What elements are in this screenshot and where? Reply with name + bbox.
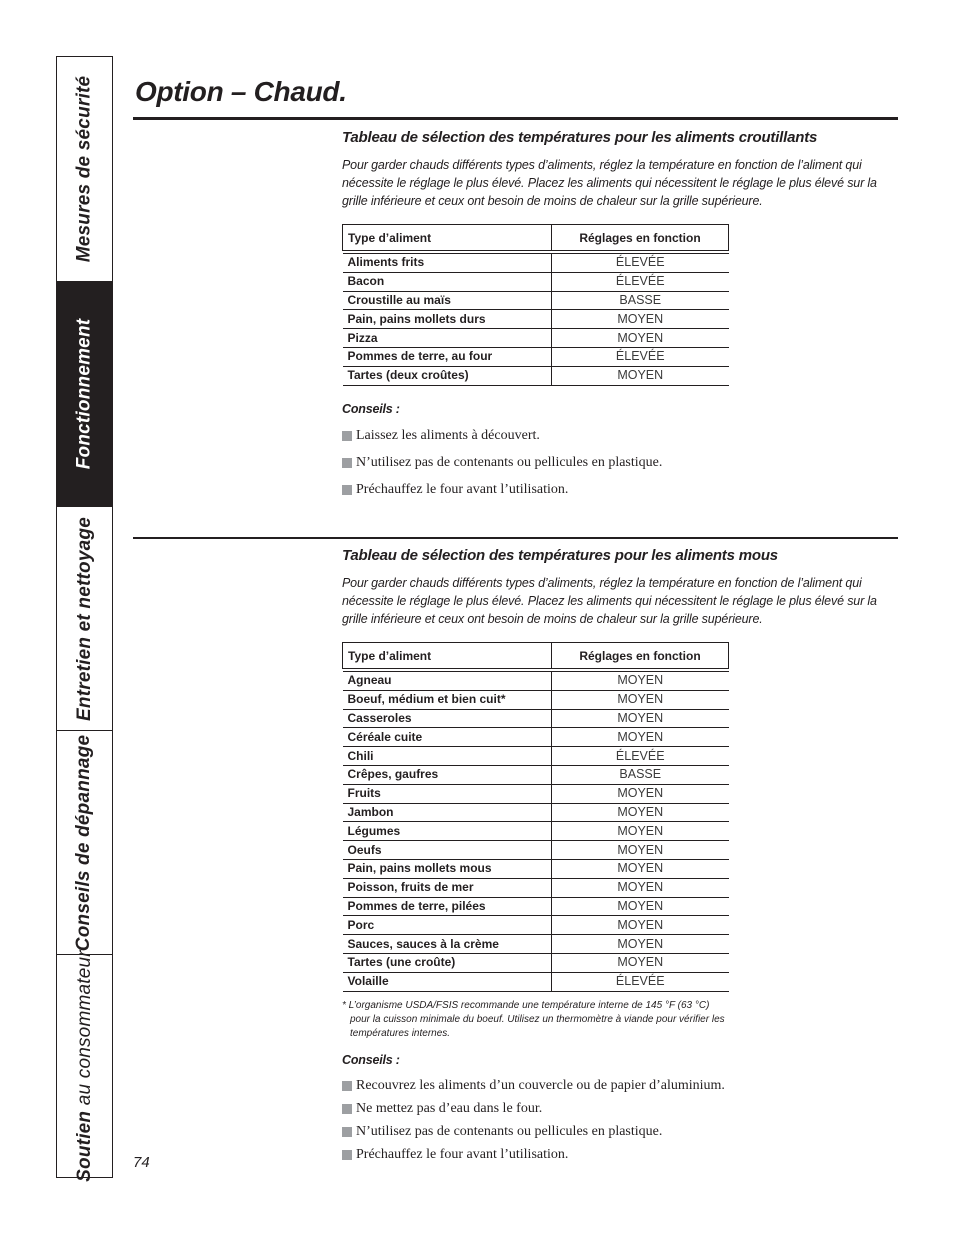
column-header-setting: Réglages en fonction [552, 225, 729, 251]
tab-label [74, 950, 96, 1182]
setting-cell: MOYEN [552, 822, 729, 841]
food-type-cell: Oeufs [343, 841, 552, 860]
table-row [343, 878, 729, 897]
side-tab-bar [56, 56, 113, 1182]
setting-cell: MOYEN [552, 803, 729, 822]
tip-text: Laissez les aliments à découvert. [356, 427, 540, 443]
square-bullet-icon [342, 1104, 352, 1114]
food-type-cell: Pain, pains mollets mous [343, 859, 552, 878]
table-row [343, 728, 729, 747]
table-row [343, 366, 729, 385]
table-row [343, 347, 729, 366]
square-bullet-icon [342, 458, 352, 468]
food-type-cell: Pizza [343, 329, 552, 348]
tip-item [342, 454, 898, 472]
tab-label: Entretien et nettoyage [73, 516, 95, 721]
setting-cell: MOYEN [552, 878, 729, 897]
table-row [343, 690, 729, 709]
food-type-cell: Tartes (une croûte) [343, 953, 552, 972]
table-header-row [343, 225, 729, 251]
setting-cell: ÉLEVÉE [552, 347, 729, 366]
food-type-cell: Sauces, sauces à la crème [343, 935, 552, 954]
setting-cell: MOYEN [552, 953, 729, 972]
page-title: Option – Chaud. [135, 76, 347, 107]
tab-conseils-de-depannage[interactable] [57, 731, 112, 955]
tab-fonctionnement[interactable] [57, 282, 112, 507]
food-type-cell: Volaille [343, 972, 552, 991]
section-divider [133, 537, 898, 539]
food-type-cell: Porc [343, 916, 552, 935]
section-intro: Pour garder chauds différents types d’aliments, réglez la température en fonction de l’aliment qui nécessite le réglage le plus élevé. Placez les aliments qui nécessitent le réglage le plus élevé sur la grille inférieure et ceux ont besoin de moins de chaleur sur la grille supérieure. [342, 576, 877, 626]
table-row [343, 972, 729, 991]
square-bullet-icon [342, 1150, 352, 1160]
food-type-cell: Tartes (deux croûtes) [343, 366, 552, 385]
food-type-cell: Pommes de terre, au four [343, 347, 552, 366]
setting-cell: MOYEN [552, 329, 729, 348]
tip-text: N’utilisez pas de contenants ou pellicules en plastique. [356, 454, 663, 470]
temperature-table [342, 224, 729, 386]
table-row [343, 709, 729, 728]
table-row [343, 765, 729, 784]
table-row [343, 935, 729, 954]
table-row [343, 953, 729, 972]
setting-cell: MOYEN [552, 841, 729, 860]
food-type-cell: Poisson, fruits de mer [343, 878, 552, 897]
tab-mesures-de-securite[interactable] [57, 57, 112, 282]
setting-cell: BASSE [552, 765, 729, 784]
tab-label: Mesures de sécurité [73, 75, 95, 263]
tip-item [342, 427, 898, 445]
table-row [343, 897, 729, 916]
section-heading: Tableau de sélection des températures pour les aliments mous [342, 547, 778, 564]
food-type-cell: Légumes [343, 822, 552, 841]
table-header-row [343, 643, 729, 669]
setting-cell: ÉLEVÉE [552, 972, 729, 991]
footnote: * L’organisme USDA/FSIS recommande une température interne de 145 °F (63 °C) pour la cuisson minimale du boeuf. Utilisez un thermomètre à viande pour vérifier les températures internes. [342, 999, 725, 1039]
square-bullet-icon [342, 1081, 352, 1091]
setting-cell: MOYEN [552, 897, 729, 916]
food-type-cell: Aliments frits [343, 254, 552, 273]
food-type-cell: Fruits [343, 784, 552, 803]
tips-list [342, 1077, 898, 1164]
table-row [343, 291, 729, 310]
table-body [343, 669, 729, 992]
table-row [343, 254, 729, 273]
square-bullet-icon [342, 485, 352, 495]
square-bullet-icon [342, 431, 352, 441]
setting-cell: MOYEN [552, 916, 729, 935]
table-row [343, 859, 729, 878]
table-row [343, 784, 729, 803]
setting-cell: MOYEN [552, 310, 729, 329]
tab-label-light: au consommateur [73, 949, 95, 1111]
tip-item [342, 1100, 898, 1118]
title-rule [133, 117, 898, 120]
food-type-cell: Casseroles [343, 709, 552, 728]
table-row [343, 329, 729, 348]
table-row [343, 822, 729, 841]
tab-label: Conseils de dépannage [73, 734, 95, 951]
tip-item [342, 1077, 898, 1095]
page-number: 74 [133, 1154, 150, 1171]
setting-cell: MOYEN [552, 709, 729, 728]
food-type-cell: Jambon [343, 803, 552, 822]
column-header-food-type: Type d’aliment [343, 225, 552, 251]
setting-cell: MOYEN [552, 690, 729, 709]
food-type-cell: Boeuf, médium et bien cuit* [343, 690, 552, 709]
section-intro: Pour garder chauds différents types d’aliments, réglez la température en fonction de l’aliment qui nécessite le réglage le plus élevé. Placez les aliments qui nécessitent le réglage le plus élevé sur la grille inférieure et ceux ont besoin de moins de chaleur sur la grille supérieure. [342, 158, 877, 208]
food-type-cell: Pain, pains mollets durs [343, 310, 552, 329]
setting-cell: MOYEN [552, 672, 729, 691]
tip-text: Recouvrez les aliments d’un couvercle ou de papier d’aluminium. [356, 1077, 725, 1093]
section-heading: Tableau de sélection des températures pour les aliments croutillants [342, 129, 818, 146]
setting-cell: BASSE [552, 291, 729, 310]
tab-label-bold: Soutien [73, 1110, 95, 1182]
table-row [343, 916, 729, 935]
tip-item [342, 1123, 898, 1141]
section-soft-foods [342, 546, 898, 1169]
table-row [343, 803, 729, 822]
food-type-cell: Pommes de terre, pilées [343, 897, 552, 916]
square-bullet-icon [342, 1127, 352, 1137]
tab-soutien-au-consommateur[interactable] [57, 949, 112, 1182]
column-header-setting: Réglages en fonction [552, 643, 729, 669]
food-type-cell: Agneau [343, 672, 552, 691]
table-row [343, 272, 729, 291]
setting-cell: MOYEN [552, 728, 729, 747]
tab-entretien-et-nettoyage[interactable] [57, 507, 112, 731]
table-body [343, 251, 729, 386]
tip-item [342, 1146, 898, 1164]
tip-text: Ne mettez pas d’eau dans le four. [356, 1100, 543, 1116]
temperature-table [342, 642, 729, 992]
setting-cell: MOYEN [552, 784, 729, 803]
tab-label: Fonctionnement [73, 318, 95, 470]
table-row [343, 747, 729, 766]
tips-heading: Conseils : [342, 1052, 400, 1067]
tip-text: N’utilisez pas de contenants ou pellicules en plastique. [356, 1123, 663, 1139]
setting-cell: ÉLEVÉE [552, 272, 729, 291]
food-type-cell: Croustille au maïs [343, 291, 552, 310]
table-row [343, 841, 729, 860]
tip-item [342, 481, 898, 499]
setting-cell: MOYEN [552, 935, 729, 954]
tips-heading: Conseils : [342, 401, 400, 416]
setting-cell: MOYEN [552, 859, 729, 878]
setting-cell: ÉLEVÉE [552, 254, 729, 273]
setting-cell: ÉLEVÉE [552, 747, 729, 766]
food-type-cell: Céréale cuite [343, 728, 552, 747]
column-header-food-type: Type d’aliment [343, 643, 552, 669]
setting-cell: MOYEN [552, 366, 729, 385]
tip-text: Préchauffez le four avant l’utilisation. [356, 481, 569, 497]
food-type-cell: Bacon [343, 272, 552, 291]
food-type-cell: Crêpes, gaufres [343, 765, 552, 784]
section-crispy-foods [342, 128, 898, 508]
food-type-cell: Chili [343, 747, 552, 766]
table-row [343, 310, 729, 329]
table-row [343, 672, 729, 691]
tip-text: Préchauffez le four avant l’utilisation. [356, 1146, 569, 1162]
tips-list [342, 427, 898, 499]
